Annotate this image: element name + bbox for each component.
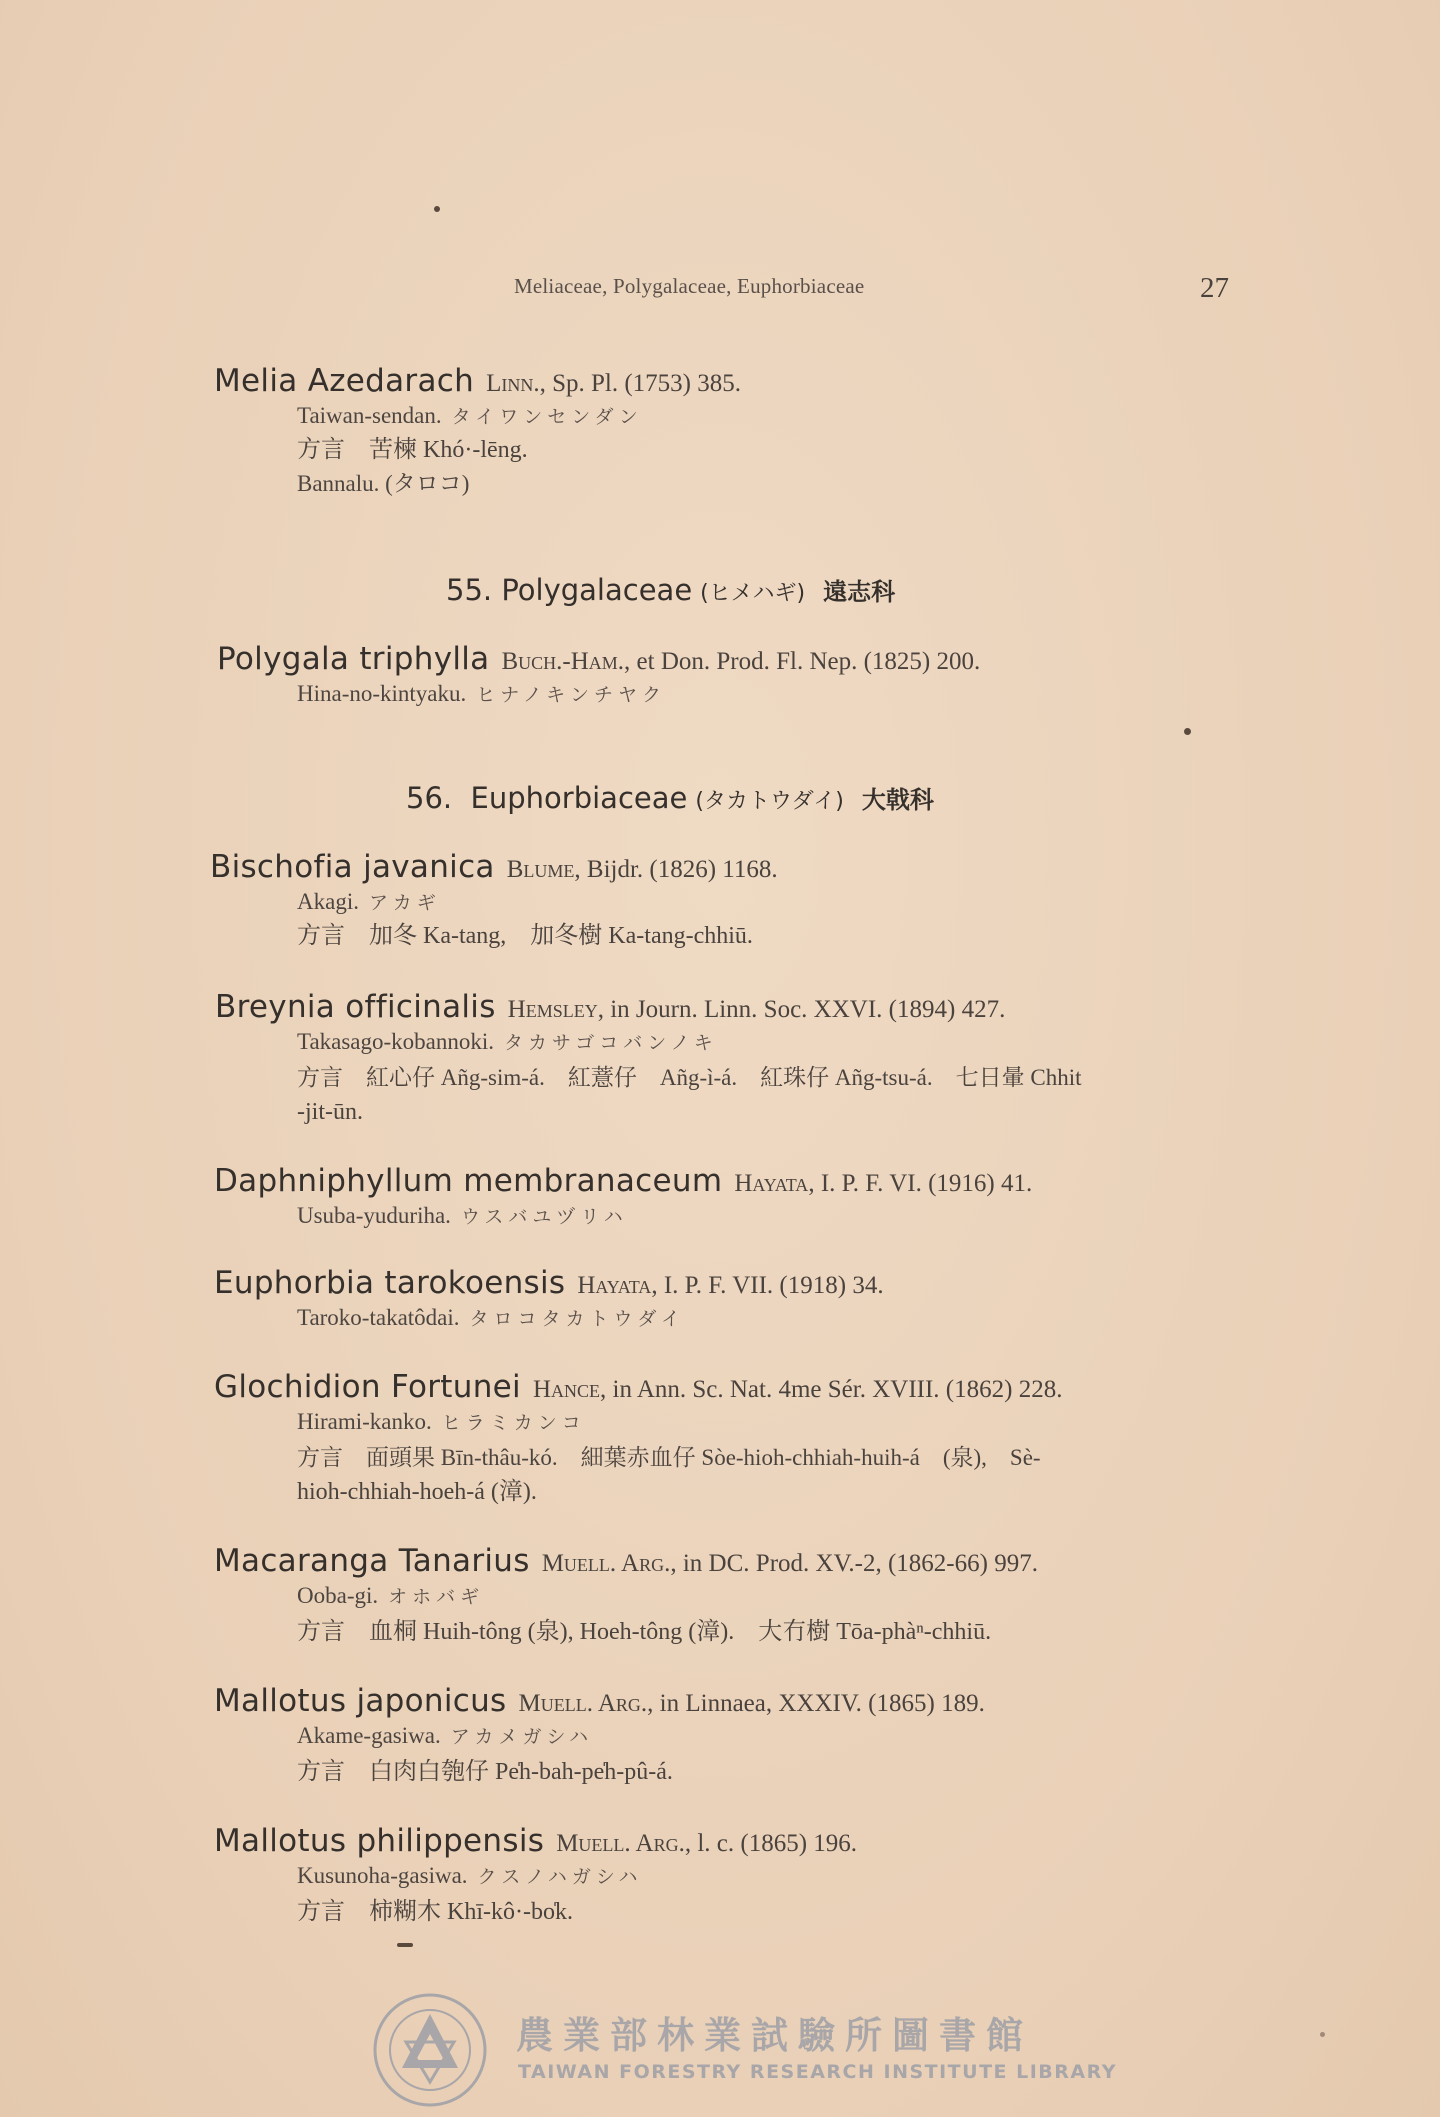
species-name: Daphniphyllum membranaceum — [214, 1163, 723, 1199]
species-name: Glochidion Fortunei — [214, 1369, 521, 1405]
dialect-names-cont: -jit-ūn. — [297, 1099, 363, 1125]
reference: , Bijdr. (1826) 1168. — [574, 856, 778, 883]
paper-speck — [434, 206, 440, 212]
author: Hance — [532, 1376, 600, 1403]
dialect-names: 方言 面頭果 Bīn-thâu-kó. 細葉赤血仔 Sòe-hioh-chhiah-huih-á (泉), Sè- — [297, 1445, 1041, 1470]
entry-bischofia — [210, 849, 778, 885]
dialect-names: 方言 血桐 Huih-tông (泉), Hoeh-tông (漳). 大冇樹 Tōa-phàⁿ-chhiū. — [297, 1619, 992, 1645]
dialect-names: 方言 加冬 Ka-tang, 加冬樹 Ka-tang-chhiū. — [297, 923, 753, 949]
japanese-name: Hirami-kanko. ヒラミカンコ — [297, 1409, 586, 1434]
dialect-names-cont: hioh-chhiah-hoeh-á (漳). — [297, 1479, 537, 1505]
reference: , Sp. Pl. (1753) 385. — [539, 370, 741, 397]
author: Hayata — [577, 1272, 652, 1299]
paper-speck — [1320, 2032, 1325, 2037]
author: Linn. — [486, 370, 540, 397]
species-name: Melia Azedarach — [214, 363, 475, 399]
japanese-name: Taroko-takatôdai. タロコタカトウダイ — [297, 1305, 685, 1330]
family-heading-56: 56. Euphorbiaceae (タカトウダイ) 大戟科 — [406, 781, 934, 815]
entry-mallotus-philippensis — [214, 1823, 858, 1859]
reference: , l. c. (1865) 196. — [684, 1830, 858, 1857]
species-name: Bischofia javanica — [210, 849, 495, 885]
reference: , in Linnaea, XXXIV. (1865) 189. — [647, 1690, 985, 1717]
species-name: Breynia officinalis — [215, 989, 496, 1025]
entry-mallotus-japonicus — [214, 1683, 985, 1719]
japanese-name: Ooba-gi. オホバギ — [297, 1583, 485, 1608]
species-name: Polygala triphylla — [217, 641, 490, 677]
japanese-name: Akame-gasiwa. アカメガシハ — [297, 1723, 594, 1748]
author: Hayata — [734, 1170, 809, 1197]
family-heading-55: 55. Polygalaceae (ヒメハギ) 遠志科 — [446, 573, 896, 607]
library-name-chinese: 農業部林業試驗所圖書館 — [516, 2014, 1033, 2057]
reference: , I. P. F. VII. (1918) 34. — [651, 1272, 884, 1299]
reference: , et Don. Prod. Fl. Nep. (1825) 200. — [624, 648, 981, 675]
entry-polygala — [217, 641, 981, 677]
library-name-english: TAIWAN FORESTRY RESEARCH INSTITUTE LIBRARY — [518, 2061, 1117, 2083]
entry-breynia — [215, 989, 1006, 1025]
running-head: Meliaceae, Polygalaceae, Euphorbiaceae — [514, 274, 865, 298]
reference: , in DC. Prod. XV.-2, (1862-66) 997. — [670, 1550, 1038, 1577]
japanese-name: Taiwan-sendan. タイワンセンダン — [297, 403, 643, 428]
author: Muell. Arg. — [518, 1690, 648, 1717]
entry-glochidion — [214, 1369, 1063, 1405]
dialect-names: 方言 苦楝 Khó·-lēng. — [297, 437, 528, 463]
author: Muell. Arg. — [556, 1830, 685, 1857]
japanese-name: Akagi. アカギ — [297, 889, 441, 914]
tribal-name: Bannalu. (タロコ) — [297, 471, 470, 496]
author: Hemsley — [507, 996, 598, 1023]
dialect-names: 方言 柿糊木 Khī-kô·-bo̍k. — [297, 1899, 573, 1925]
japanese-name: Kusunoha-gasiwa. クスノハガシハ — [297, 1863, 643, 1888]
entry-euphorbia — [214, 1265, 884, 1301]
reference: , in Journ. Linn. Soc. XXVI. (1894) 427. — [597, 996, 1006, 1023]
japanese-name: Takasago-kobannoki. タカサゴコバンノキ — [297, 1029, 718, 1054]
dialect-names: 方言 白肉白匏仔 Pe̍h-bah-pe̍h-pû-á. — [297, 1759, 673, 1785]
species-name: Mallotus japonicus — [214, 1683, 507, 1719]
reference: , I. P. F. VI. (1916) 41. — [808, 1170, 1033, 1197]
japanese-name: Hina-no-kintyaku. ヒナノキンチヤク — [297, 681, 666, 706]
paper-speck — [397, 1943, 413, 1947]
japanese-name: Usuba-yuduriha. ウスバユヅリハ — [297, 1203, 628, 1228]
species-name: Euphorbia tarokoensis — [214, 1265, 566, 1301]
entry-melia — [214, 363, 741, 399]
reference: , in Ann. Sc. Nat. 4me Sér. XVIII. (1862) 228. — [600, 1376, 1063, 1403]
library-seal-icon — [370, 1990, 490, 2110]
entry-macaranga — [214, 1543, 1038, 1579]
author: Blume — [506, 856, 575, 883]
author: Buch.-Ham. — [501, 648, 625, 675]
species-name: Macaranga Tanarius — [214, 1543, 530, 1579]
paper-speck — [1184, 728, 1191, 735]
species-name: Mallotus philippensis — [214, 1823, 545, 1859]
author: Muell. Arg. — [541, 1550, 671, 1577]
page-number: 27 — [1200, 272, 1229, 304]
entry-daphniphyllum — [214, 1163, 1033, 1199]
dialect-names: 方言 紅心仔 Añg-sim-á. 紅薏仔 Añg-ì-á. 紅珠仔 Añg-tsu-á. 七日暈 Chhit — [297, 1065, 1082, 1090]
